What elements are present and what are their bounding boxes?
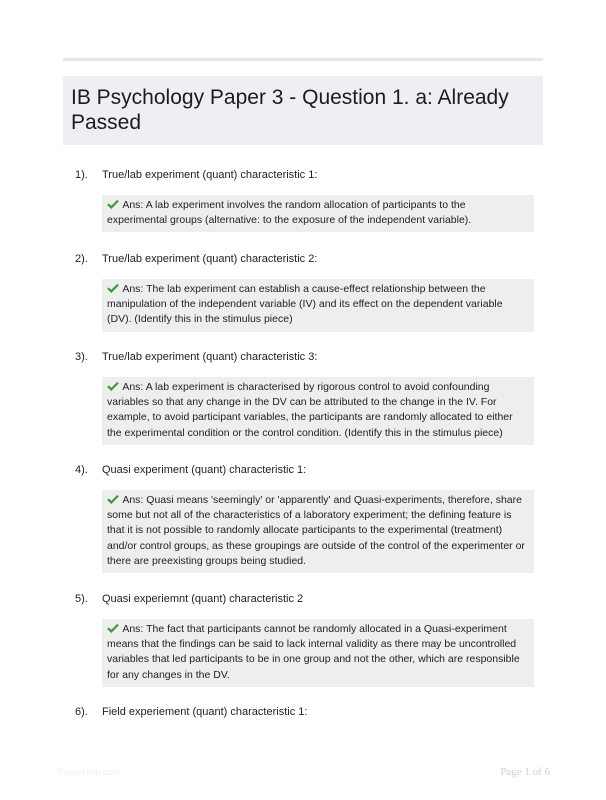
answer-text: Ans: The fact that participants cannot be randomly allocated in a Quasi-experiment means that the findings can be said to lack internal validity as there may be uncontrolled variables that led participants to be in one group and not the other, which are responsible for any changes in the DV. <box>107 623 520 681</box>
question-number: 1). <box>75 169 88 181</box>
answer-text: Ans: The lab experiment can establish a cause-effect relationship between the manipulation of the independent variable (IV) and its effect on the dependent variable (DV). (Identify this in the stimulus piece) <box>107 283 503 326</box>
question-number: 2). <box>75 253 88 265</box>
check-icon <box>107 199 119 209</box>
question-row <box>75 592 537 606</box>
question-text: True/lab experiment (quant) characteristic 3: <box>102 351 318 363</box>
answer-text: Ans: A lab experiment involves the random allocation of participants to the experimental groups (alternative: to the exposure of the independent variable). <box>107 199 472 227</box>
question-row <box>75 705 537 719</box>
question-row <box>75 252 537 266</box>
answer-text: Ans: Quasi means 'seemingly' or 'apparently' and Quasi-experiments, therefore, share some but not all of the characteristics of a laboratory experiment; the defining feature is that it is not possible to randomly allocate participants to the experimental (treatment) and/or control groups, as these groupings are outside of the control of the experimenter or there are preexisting groups being studied. <box>107 494 525 567</box>
check-icon <box>107 283 119 293</box>
question-text: True/lab experiment (quant) characteristic 2: <box>102 253 318 265</box>
question-text: True/lab experiment (quant) characteristic 1: <box>102 169 318 181</box>
qa-item <box>75 463 537 573</box>
question-text: Quasi experiemnt (quant) characteristic 2 <box>102 593 304 605</box>
question-row <box>75 350 537 364</box>
check-icon <box>107 623 119 633</box>
question-number: 6). <box>75 706 88 718</box>
qa-item <box>75 350 537 445</box>
check-icon <box>107 381 119 391</box>
check-icon <box>107 494 119 504</box>
question-number: 3). <box>75 351 88 363</box>
answer-box <box>102 279 534 332</box>
footer-watermark: PaperHelp.com <box>58 767 121 777</box>
page-title: IB Psychology Paper 3 - Question 1. a: Already Passed <box>71 86 509 134</box>
page-indicator: Page 1 of 6 <box>500 766 550 778</box>
question-number: 5). <box>75 593 88 605</box>
question-number: 4). <box>75 464 88 476</box>
qa-item <box>75 168 537 232</box>
answer-text: Ans: A lab experiment is characterised by rigorous control to avoid confounding variables so that any change in the DV can be attributed to the change in the IV. For example, to avoid participant variables, the participants are randomly allocated to either the experimental condition or the control condition. (Identify this in the stimulus piece) <box>107 381 513 439</box>
question-text: Field experiement (quant) characteristic 1: <box>102 706 308 718</box>
question-row <box>75 463 537 477</box>
answer-box <box>102 619 534 687</box>
question-text: Quasi experiment (quant) characteristic 1: <box>102 464 307 476</box>
qa-item <box>75 592 537 687</box>
qa-item <box>75 705 537 719</box>
answer-box <box>102 490 534 573</box>
answer-box <box>102 195 534 232</box>
qa-item <box>75 252 537 332</box>
answer-box <box>102 377 534 445</box>
question-row <box>75 168 537 182</box>
title-banner <box>63 76 543 145</box>
top-divider <box>63 58 543 61</box>
